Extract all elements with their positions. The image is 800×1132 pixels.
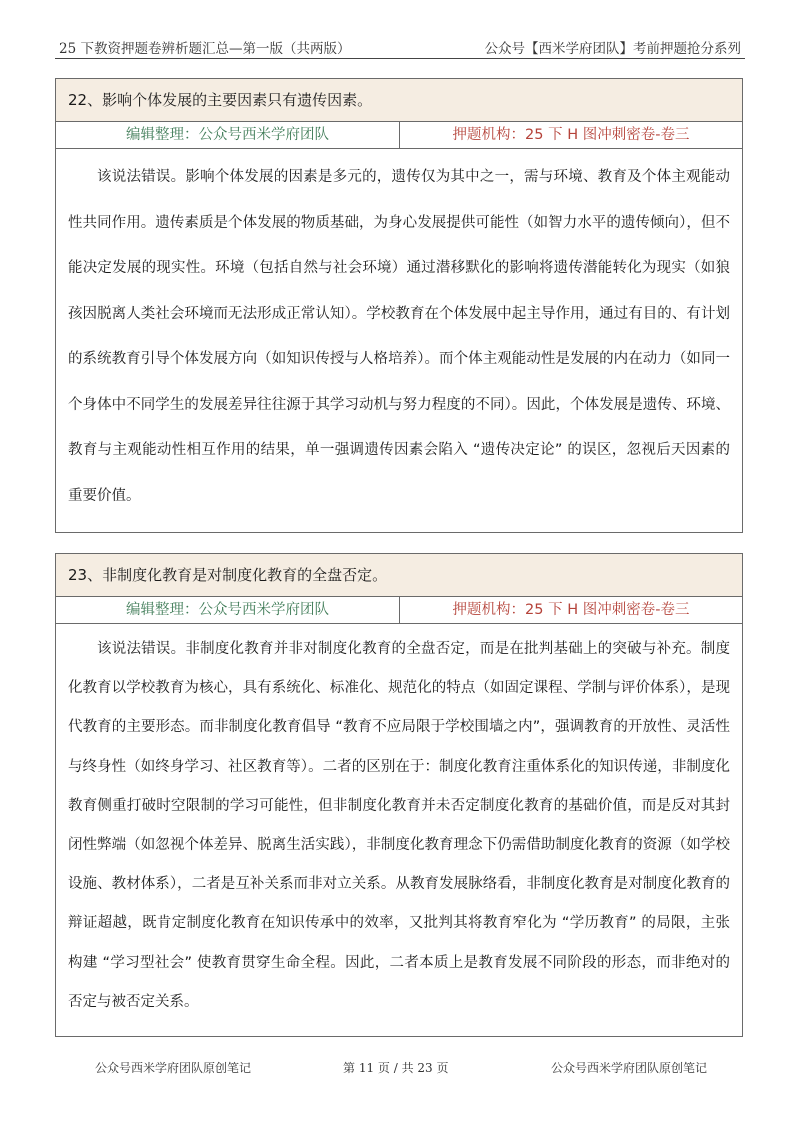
question-title: 23、非制度化教育是对制度化教育的全盘否定。	[56, 554, 742, 597]
answer-text: 该说法错误。影响个体发展的因素是多元的，遗传仅为其中之一，需与环境、教育及个体主观能动性共同作用。遗传素质是个体发展的物质基础，为身心发展提供可能性（如智力水平的遗传倾向），但不能决定发展的现实性。环境（包括自然与社会环境）通过潜移默化的影响将遗传潜能转化为现实（如狼孩因脱离人类社会环境而无法形成正常认知）。学校教育在个体发展中起主导作用，通过有目的、有计划的系统教育引导个体发展方向（如知识传授与人格培养）。而个体主观能动性是发展的内在动力（如同一个身体中不同学生的发展差异往往源于其学习动机与努力程度的不同）。因此，个体发展是遗传、环境、教育与主观能动性相互作用的结果，单一强调遗传因素会陷入 “遗传决定论” 的误区，忽视后天因素的重要价值。	[68, 169, 730, 504]
question-meta	[56, 597, 742, 624]
answer-text: 该说法错误。非制度化教育并非对制度化教育的全盘否定，而是在批判基础上的突破与补充。制度化教育以学校教育为核心，具有系统化、标准化、规范化的特点（如固定课程、学制与评价体系），是现代教育的主要形态。而非制度化教育倡导 “教育不应局限于学校围墙之内”，强调教育的开放性、灵活性与终身性（如终身学习、社区教育等）。二者的区别在于：制度化教育注重体系化的知识传递，非制度化教育侧重打破时空限制的学习可能性，但非制度化教育并未否定制度化教育的基础价值，而是反对其封闭性弊端（如忽视个体差异、脱离生活实践），非制度化教育理念下仍需借助制度化教育的资源（如学校设施、教材体系），二者是互补关系而非对立关系。从教育发展脉络看，非制度化教育是对制度化教育的辩证超越，既肯定制度化教育在知识传承中的效率，又批判其将教育窄化为 “学历教育” 的局限，主张构建 “学习型社会” 使教育贯穿生命全程。因此，二者本质上是教育发展不同阶段的形态，而非绝对的否定与被否定关系。	[68, 641, 730, 1010]
header-left-text: 25 下教资押题卷辨析题汇总—第一版（共两版）	[59, 41, 351, 57]
question-meta	[56, 122, 742, 149]
editor-credit: 编辑整理：公众号西米学府团队	[56, 597, 400, 623]
answer-body	[56, 149, 742, 527]
question-title: 22、影响个体发展的主要因素只有遗传因素。	[56, 79, 742, 122]
source-credit: 押题机构：25 下 H 图冲刺密卷-卷三	[452, 127, 690, 143]
footer-right-text: 公众号西米学府团队原创笔记	[550, 1061, 707, 1075]
answer-body	[56, 624, 742, 1030]
footer-left-text: 公众号西米学府团队原创笔记	[95, 1061, 252, 1075]
question-card-23	[55, 553, 743, 1037]
page-footer	[0, 1059, 800, 1079]
editor-credit: 编辑整理：公众号西米学府团队	[56, 122, 400, 148]
question-card-22	[55, 78, 743, 533]
page-number: 第 11 页 / 共 23 页	[343, 1061, 449, 1075]
source-credit: 押题机构：25 下 H 图冲刺密卷-卷三	[452, 602, 690, 618]
header-right-text: 公众号【西米学府团队】考前押题抢分系列	[484, 41, 741, 57]
page-header	[55, 34, 745, 59]
